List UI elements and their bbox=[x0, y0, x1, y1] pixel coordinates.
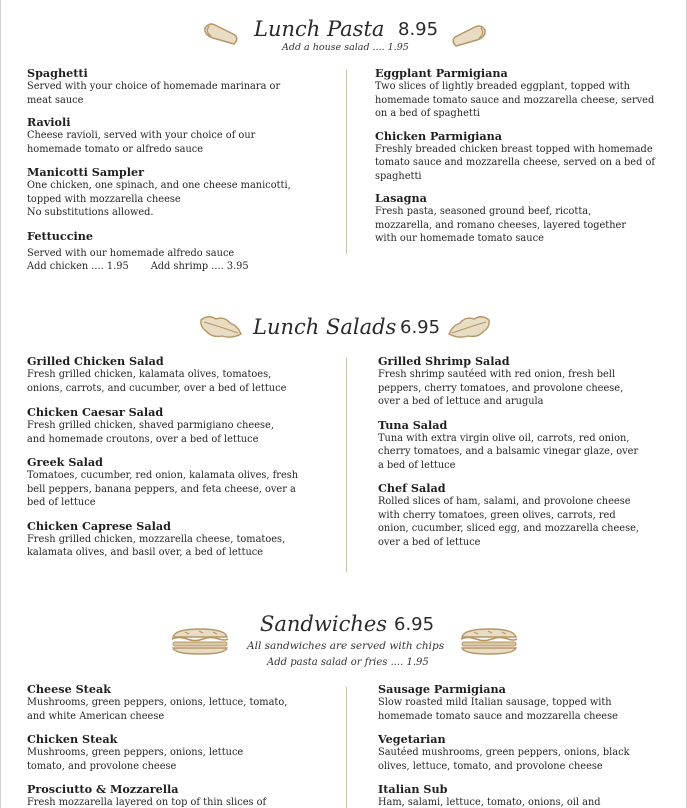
item-description bbox=[378, 432, 678, 473]
addon-shrimp: Add shrimp .... 3.95 bbox=[150, 261, 249, 272]
description-line: olives, lettuce, tomato, and provolone cheese bbox=[378, 760, 603, 772]
section-note: Add pasta salad or fries .... 1.95 bbox=[267, 657, 429, 668]
lettuce-leaf-icon bbox=[446, 312, 492, 342]
item-name: Sausage Parmigiana bbox=[378, 682, 506, 696]
item-name: Spaghetti bbox=[27, 66, 88, 80]
lettuce-leaf-icon bbox=[198, 312, 244, 342]
item-description bbox=[27, 746, 337, 773]
menu-item bbox=[27, 455, 337, 510]
description-line: Rolled slices of ham, salami, and provolone cheese bbox=[378, 496, 631, 507]
description-line: cherry tomatoes, and a balsamic vinegar glaze, over bbox=[378, 446, 639, 457]
menu-item bbox=[27, 732, 337, 773]
item-description bbox=[27, 796, 337, 808]
description-line: with cherry tomatoes, green olives, carrots, red bbox=[378, 509, 616, 521]
sandwiches-left-column bbox=[27, 682, 337, 808]
description-line: Served with our homemade alfredo sauce bbox=[27, 247, 235, 259]
column-divider bbox=[346, 358, 347, 572]
description-line: Tomatoes, cucumber, red onion, kalamata olives, fresh bbox=[27, 470, 299, 481]
item-description bbox=[378, 368, 678, 409]
description-line: homemade tomato sauce and mozzarella cheese, served bbox=[375, 94, 655, 106]
description-line: Tuna with extra virgin olive oil, carrots, red onion, bbox=[378, 432, 630, 444]
menu-item bbox=[27, 405, 337, 446]
item-description bbox=[27, 179, 337, 220]
description-line: meat sauce bbox=[27, 94, 84, 106]
menu-item bbox=[27, 682, 337, 723]
description-line: One chicken, one spinach, and one cheese manicotti, bbox=[27, 180, 291, 191]
item-name: Ravioli bbox=[27, 115, 71, 129]
column-divider bbox=[346, 70, 347, 254]
description-line: kalamata olives, and basil over, a bed of lettuce bbox=[27, 547, 264, 558]
item-name: Prosciutto & Mozzarella bbox=[27, 782, 179, 796]
section-price: 6.95 bbox=[400, 317, 441, 338]
sandwich-icon bbox=[458, 623, 520, 657]
description-line: Mushrooms, green peppers, onions, lettuce, tomato, bbox=[27, 697, 288, 708]
description-line: tomato sauce and mozzarella cheese, served on a bed of bbox=[375, 157, 656, 168]
sandwiches-right-column bbox=[378, 682, 678, 808]
menu-item bbox=[375, 129, 675, 184]
description-line: Slow roasted mild Italian sausage, topped with bbox=[378, 697, 612, 708]
menu-item bbox=[27, 66, 337, 107]
item-description bbox=[27, 469, 337, 510]
description-line: a bed of lettuce bbox=[378, 459, 456, 471]
item-name: Eggplant Parmigiana bbox=[375, 66, 508, 80]
item-description bbox=[27, 80, 337, 107]
description-line: homemade tomato or alfredo sauce bbox=[27, 143, 204, 155]
description-line: No substitutions allowed. bbox=[27, 207, 154, 218]
description-line: Fresh pasta, seasoned ground beef, ricotta, bbox=[375, 206, 592, 217]
menu-item bbox=[378, 418, 678, 473]
addon-chicken: Add chicken .... 1.95 bbox=[27, 261, 129, 272]
addon-line bbox=[27, 260, 337, 274]
description-line: Fresh shrimp sautéed with red onion, fresh bell bbox=[378, 369, 616, 380]
item-name: Chef Salad bbox=[378, 481, 446, 495]
item-description bbox=[378, 495, 678, 549]
description-line: on a bed of spaghetti bbox=[375, 108, 480, 119]
description-line: Sautéed mushrooms, green peppers, onions, black bbox=[378, 747, 630, 758]
item-name: Chicken Steak bbox=[27, 732, 118, 746]
menu-item bbox=[378, 354, 678, 409]
item-name: Greek Salad bbox=[27, 455, 103, 469]
item-name: Chicken Caprese Salad bbox=[27, 518, 171, 533]
description-line: spaghetti bbox=[375, 170, 422, 182]
description-line: over a bed of lettuce bbox=[378, 536, 481, 548]
description-line: Two slices of lightly breaded eggplant, topped with bbox=[375, 81, 630, 92]
item-name: Grilled Shrimp Salad bbox=[378, 354, 510, 368]
item-description bbox=[27, 368, 337, 395]
description-line: Served with your choice of homemade marinara or bbox=[27, 81, 281, 92]
menu-item bbox=[378, 782, 678, 808]
section-price: 6.95 bbox=[394, 614, 435, 635]
column-divider bbox=[346, 687, 347, 808]
description-line: onion, cucumber, sliced egg, and mozzarella cheese, bbox=[378, 523, 640, 534]
description-line: Fresh mozzarella layered on top of thin slices of bbox=[27, 797, 267, 808]
item-name: Tuna Salad bbox=[378, 417, 448, 432]
menu-item bbox=[27, 354, 337, 395]
description-line: Fresh grilled chicken, kalamata olives, tomatoes, bbox=[27, 369, 272, 380]
pasta-noodle-icon bbox=[449, 18, 489, 52]
description-line: tomato, and provolone cheese bbox=[27, 760, 177, 772]
menu-item bbox=[378, 732, 678, 773]
description-line: and homemade croutons, over a bed of lettuce bbox=[27, 433, 259, 445]
menu-item bbox=[375, 191, 675, 246]
menu-item bbox=[27, 115, 337, 156]
description-line: and white American cheese bbox=[27, 710, 165, 722]
item-name: Chicken Caesar Salad bbox=[27, 405, 164, 419]
section-title: Sandwiches bbox=[260, 612, 388, 636]
description-line: Mushrooms, green peppers, onions, lettuce bbox=[27, 747, 244, 758]
description-line: mozzarella, and romano cheeses, layered together bbox=[375, 219, 627, 231]
item-description bbox=[27, 419, 337, 446]
section-price: 8.95 bbox=[398, 19, 439, 40]
section-note: Add a house salad .... 1.95 bbox=[282, 42, 409, 53]
item-name: Manicotti Sampler bbox=[27, 165, 145, 179]
item-name: Chicken Parmigiana bbox=[375, 128, 503, 143]
section-note: All sandwiches are served with chips bbox=[247, 640, 445, 652]
section-title: Lunch Salads bbox=[253, 315, 397, 339]
description-line: Freshly breaded chicken breast topped with homemade bbox=[375, 143, 653, 155]
menu-item bbox=[27, 782, 337, 808]
item-name: Italian Sub bbox=[378, 782, 448, 796]
description-line: Fresh grilled chicken, shaved parmigiano cheese, bbox=[27, 420, 274, 431]
item-description bbox=[375, 80, 675, 121]
item-name: Fettuccine bbox=[27, 228, 94, 243]
description-line: topped with mozzarella cheese bbox=[27, 193, 181, 205]
item-description bbox=[27, 129, 337, 156]
pasta-right-column bbox=[375, 66, 675, 246]
pasta-noodle-icon bbox=[201, 16, 241, 50]
menu-item bbox=[27, 165, 337, 220]
section-title: Lunch Pasta bbox=[254, 17, 385, 41]
salads-right-column bbox=[378, 354, 678, 549]
description-line: over a bed of lettuce and arugula bbox=[378, 396, 544, 407]
item-description bbox=[375, 143, 675, 184]
item-description bbox=[27, 696, 337, 723]
item-description bbox=[378, 796, 678, 808]
description-line: with our homemade tomato sauce bbox=[375, 233, 544, 244]
description-line: peppers, cherry tomatoes, and provolone cheese, bbox=[378, 382, 624, 394]
description-line: Ham, salami, lettuce, tomato, onions, oil and bbox=[378, 797, 601, 808]
item-description bbox=[378, 696, 678, 723]
sandwich-icon bbox=[169, 623, 231, 657]
description-line: onions, carrots, and cucumber, over a bed of lettuce bbox=[27, 382, 287, 394]
description-line: Fresh grilled chicken, mozzarella cheese, tomatoes, bbox=[27, 533, 286, 545]
item-description bbox=[27, 247, 337, 274]
description-line: bed of lettuce bbox=[27, 497, 96, 508]
menu-item bbox=[378, 682, 678, 723]
item-name: Grilled Chicken Salad bbox=[27, 354, 164, 368]
menu-item bbox=[27, 229, 337, 274]
item-description bbox=[375, 205, 675, 246]
menu-item bbox=[375, 66, 675, 121]
item-name: Cheese Steak bbox=[27, 682, 111, 696]
menu-item bbox=[27, 519, 337, 560]
item-description bbox=[27, 533, 337, 560]
description-line: Cheese ravioli, served with your choice of our bbox=[27, 130, 256, 141]
description-line: homemade tomato sauce and mozzarella cheese bbox=[378, 710, 618, 722]
menu-item bbox=[378, 481, 678, 549]
description-line: bell peppers, banana peppers, and feta cheese, over a bbox=[27, 483, 296, 495]
item-name: Vegetarian bbox=[378, 732, 446, 746]
item-name: Lasagna bbox=[375, 191, 427, 205]
salads-left-column bbox=[27, 354, 337, 560]
pasta-left-column bbox=[27, 66, 337, 274]
item-description bbox=[378, 746, 678, 773]
